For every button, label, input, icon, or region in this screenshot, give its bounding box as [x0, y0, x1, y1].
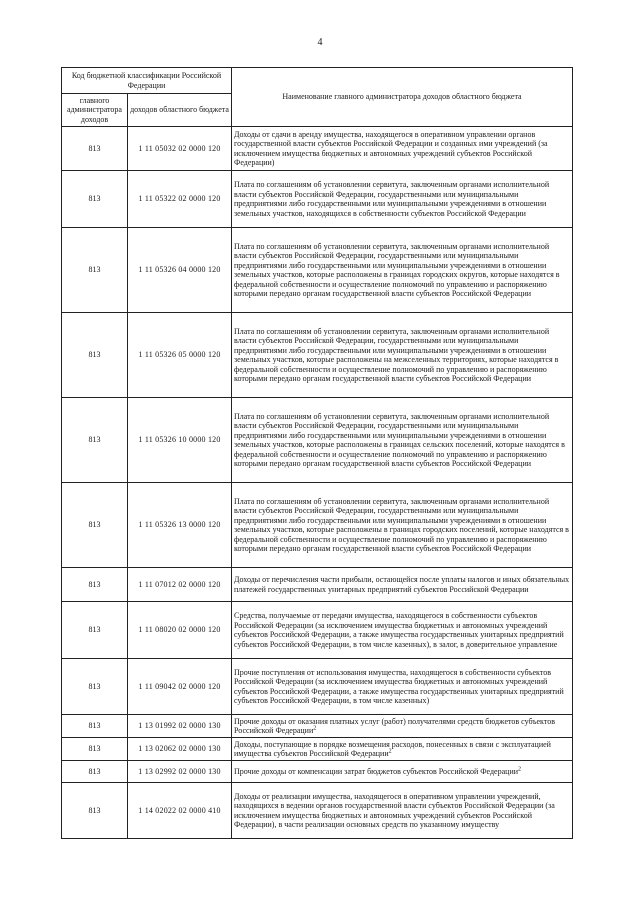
name-cell	[232, 568, 573, 602]
name-cell	[232, 659, 573, 715]
admin-code-cell: 813	[62, 715, 128, 738]
income-code-cell: 1 11 09042 02 0000 120	[128, 659, 232, 715]
admin-code-cell: 813	[62, 483, 128, 568]
name-text: Доходы от сдачи в аренду имущества, находящегося в оперативном управлении органов государственной власти субъектов Российской Федерации и созданных ими учреждений (за исключением имущества бюджетных и автономных учреждений субъектов Российской Федерации)	[234, 129, 548, 167]
table-row	[62, 483, 573, 568]
header-group-code: Код бюджетной классификации Российской Федерации	[62, 68, 232, 94]
admin-code-cell: 813	[62, 659, 128, 715]
name-text: Доходы от реализации имущества, находящегося в оперативном управлении учреждений, находящихся в ведении органов государственной власти субъектов Российской Федерации (за исключением имущества бюджетных и автономных учреждений субъектов Российской Федерации), в части реализации основных средств по указанному имуществу	[234, 791, 555, 829]
table-row	[62, 568, 573, 602]
name-cell	[232, 715, 573, 738]
income-code-cell: 1 11 05322 02 0000 120	[128, 171, 232, 228]
table-row	[62, 398, 573, 483]
income-code-cell: 1 13 01992 02 0000 130	[128, 715, 232, 738]
name-text: Плата по соглашениям об установлении сервитута, заключенным органами исполнительной власти субъектов Российской Федерации, государственными или муниципальными предприятиями либо государственными или муниципальными учреждениями в отношении земельных участков, находящихся в собственности субъектов Российской Федерации	[234, 180, 550, 218]
header-admin: главного администратора доходов	[62, 94, 128, 127]
income-code-cell: 1 11 05326 04 0000 120	[128, 228, 232, 313]
name-text: Прочие доходы от оказания платных услуг (работ) получателями средств бюджетов субъектов Российской Федерации	[234, 716, 556, 735]
page-number: 4	[317, 37, 323, 48]
name-text: Прочие доходы от компенсации затрат бюджетов субъектов Российской Федерации	[234, 766, 519, 776]
table-body	[62, 127, 573, 839]
income-code-cell: 1 11 05032 02 0000 120	[128, 127, 232, 171]
admin-code-cell: 813	[62, 228, 128, 313]
table-row	[62, 738, 573, 761]
table-row	[62, 761, 573, 783]
name-cell	[232, 228, 573, 313]
name-text: Плата по соглашениям об установлении сервитута, заключенным органами исполнительной власти субъектов Российской Федерации, государственными или муниципальными предприятиями либо государственными или муниципальными учреждениями в отношении земельных участков, которые расположены в границах городских поселений, которые находятся в федеральной собственности и осуществление полномочий по управлению и распоряжению которыми передано органам государственной власти субъектов Российской Федерации	[234, 496, 569, 553]
name-cell	[232, 398, 573, 483]
name-cell	[232, 171, 573, 228]
income-code-cell: 1 13 02992 02 0000 130	[128, 761, 232, 783]
name-cell	[232, 738, 573, 761]
name-cell	[232, 313, 573, 398]
income-code-cell: 1 11 05326 13 0000 120	[128, 483, 232, 568]
name-cell	[232, 602, 573, 659]
name-cell	[232, 483, 573, 568]
income-code-cell: 1 13 02062 02 0000 130	[128, 738, 232, 761]
table-row	[62, 313, 573, 398]
name-cell	[232, 761, 573, 783]
table-row	[62, 659, 573, 715]
footnote-mark: 2	[518, 766, 522, 773]
name-text: Доходы от перечисления части прибыли, остающейся после уплаты налогов и иных обязательных платежей государственных унитарных предприятий субъектов Российской Федерации	[234, 575, 570, 594]
table-row	[62, 715, 573, 738]
table-row	[62, 783, 573, 839]
income-code-cell: 1 11 08020 02 0000 120	[128, 602, 232, 659]
income-code-cell: 1 11 07012 02 0000 120	[128, 568, 232, 602]
admin-code-cell: 813	[62, 602, 128, 659]
footnote-mark: 2	[388, 748, 392, 755]
income-code-cell: 1 11 05326 05 0000 120	[128, 313, 232, 398]
admin-code-cell: 813	[62, 171, 128, 228]
income-code-cell: 1 11 05326 10 0000 120	[128, 398, 232, 483]
admin-code-cell: 813	[62, 398, 128, 483]
table-row	[62, 602, 573, 659]
name-text: Плата по соглашениям об установлении сервитута, заключенным органами исполнительной власти субъектов Российской Федерации, государственными или муниципальными предприятиями либо государственными или муниципальными учреждениями в отношении земельных участков, которые расположены на межселенных территориях, которые находятся в федеральной собственности и осуществление полномочий по управлению и распоряжению которыми передано органам государственной власти субъектов Российской Федерации	[234, 326, 559, 383]
table-row	[62, 171, 573, 228]
table-row	[62, 228, 573, 313]
name-text: Доходы, поступающие в порядке возмещения расходов, понесенных в связи с эксплуатацией имущества субъектов Российской Федерации	[234, 739, 551, 758]
admin-code-cell: 813	[62, 783, 128, 839]
admin-code-cell: 813	[62, 313, 128, 398]
footnote-mark: 2	[313, 725, 317, 732]
name-text: Средства, получаемые от передачи имущества, находящегося в собственности субъектов Российской Федерации (за исключением имущества бюджетных и автономных учреждений субъектов Российской Федерации, а также имущества государственных унитарных предприятий субъектов Российской Федерации, в том числе казенных), в залог, в доверительное управление	[234, 611, 564, 649]
name-text: Плата по соглашениям об установлении сервитута, заключенным органами исполнительной власти субъектов Российской Федерации, государственными или муниципальными предприятиями либо государственными или муниципальными учреждениями в отношении земельных участков, которые расположены в границах городских округов, которые находятся в федеральной собственности и осуществление полномочий по управлению и распоряжению которыми передано органам государственной власти субъектов Российской Федерации	[234, 241, 560, 298]
admin-code-cell: 813	[62, 568, 128, 602]
header-name: Наименование главного администратора доходов областного бюджета	[232, 68, 573, 127]
table-row	[62, 127, 573, 171]
name-text: Прочие поступления от использования имущества, находящегося в собственности субъектов Российской Федерации (за исключением имущества бюджетных и автономных учреждений субъектов Российской Федерации, а также имущества государственных унитарных предприятий субъектов Российской Федерации, в том числе казенных)	[234, 667, 564, 705]
admin-code-cell: 813	[62, 738, 128, 761]
name-cell	[232, 127, 573, 171]
budget-classification-table	[61, 67, 573, 839]
name-cell	[232, 783, 573, 839]
admin-code-cell: 813	[62, 127, 128, 171]
income-code-cell: 1 14 02022 02 0000 410	[128, 783, 232, 839]
name-text: Плата по соглашениям об установлении сервитута, заключенным органами исполнительной власти субъектов Российской Федерации, государственными или муниципальными предприятиями либо государственными или муниципальными учреждениями в отношении земельных участков, которые расположены в границах сельских поселений, которые находятся в федеральной собственности и осуществление полномочий по управлению и распоряжению которыми передано органам государственной власти субъектов Российской Федерации	[234, 411, 565, 468]
admin-code-cell: 813	[62, 761, 128, 783]
header-income-code: доходов областного бюджета	[128, 94, 232, 127]
